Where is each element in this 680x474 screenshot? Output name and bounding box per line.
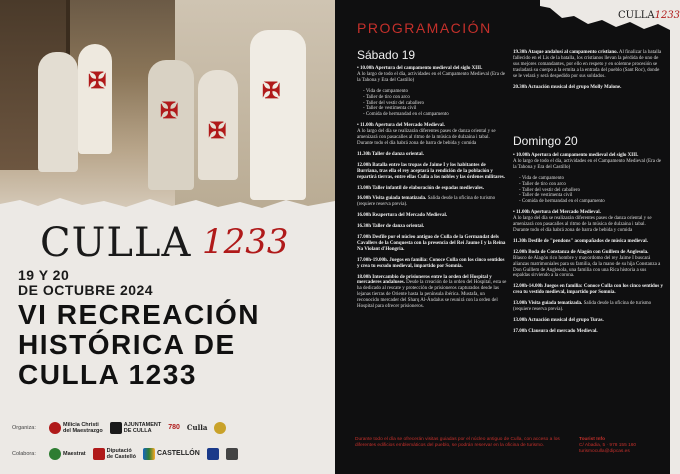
ajuntament-culla-logo: AJUNTAMENT DE CULLA: [110, 422, 161, 434]
sat-event-campamento: • 10.00h Apertura del campamento medieval del siglo XIII. A lo largo de todo el día, actividades en el Campamento Medieval (Era de la Tahona y Era del Castillo): [357, 66, 505, 83]
left-panel: [0, 0, 335, 474]
saturday-schedule: [357, 66, 507, 315]
780-logo: 780: [168, 424, 180, 431]
sat-event-molly-malone: 20.30h Actuación musical del grupo Molly Malone.: [513, 84, 622, 90]
sat-event-juegos: 17.00h-19.00h. Juegos en familia: Conoce Culla con los cinco sentidos y crea tu escudo medieval, impartido por Somnia.: [357, 257, 505, 269]
footer-note: Durante todo el día se ofrecerán visitas guiadas por el núcleo antiguo de Culla, con acceso a los diferentes edificios emblemáticos del pueblo, se podrán reservar en la oficina de turismo.: [355, 437, 560, 448]
castellon-logo: CASTELLÓN: [143, 448, 200, 460]
sat-event-mercado: • 11.00h Apertura del Mercado Medieval. A lo largo del día se realizarán diferentes pases de danza oriental y se amenizará con pasacalles al ritmo de la música de dulzaina i tabal. Durante todo el día habrá zona de barra de bebida y comida: [357, 123, 496, 146]
sunday-heading: Domingo 20: [513, 134, 578, 148]
reenactment-photo: ✠ ✠ ✠ ✠: [0, 0, 335, 214]
sat-activity-list: - Vida de campamento - Taller de tiro con arco - Taller del vestir del caballero - Taller de vestimenta civil - Comida de hermandad en el campamento: [363, 89, 507, 119]
sat-event-danza-2: 16.30h Taller de danza oriental.: [357, 224, 425, 230]
sat-event-batalla: 12.00h Batalla entre las tropas de Jaime I y los habitantes de Burriana, tras ella el rey aceptará la rendición de la población y repartirá tierras, entre ellas Culla a los nobles y las órdenes militares.: [357, 162, 505, 180]
saturday-schedule-cont: [513, 50, 663, 95]
colabora-logo-5: [226, 448, 238, 460]
sun-event-mercado: • 11.00h Apertura del Mercado Medieval. A lo largo del día se realizarán diferentes pases de danza oriental y se amenizará con pasacalles al ritmo de la música de dulzaina i tabal. Durante todo el día habrá zona de barra de bebida y comida: [513, 210, 652, 233]
sat-event-reapertura: 16.00h Reapertura del Mercado Medieval.: [357, 213, 448, 219]
colabora-logo-4: [207, 448, 219, 460]
diputacio-castello-logo: Diputació de Castelló: [93, 448, 136, 460]
sun-event-visita: 13.00h Visita guiada tematizada. Salida desde la oficina de turismo (requiere reserva previa).: [513, 301, 652, 313]
sat-event-desfile: 17.00h Desfile por el núcleo antiguo de Culla de la Germandat dels Cavallers de la Conquesta con la presencia del Rei Jaume I y la Reina Na Violant d'Hongria.: [357, 235, 506, 252]
sat-event-prisioneros: 18.00h Intercambio de prisioneros entre la orden del Hospital y mercaderes andaluses. Desde la creación de la orden del Hospital, esta se ha dedicado al rescate y protección de prisioneros capturados desde las lejanas tierras de Oriente hasta la península ibérica. Mustafa, un reconocido mercader del Sharq Al-Ándalus se reunirá con la orden del Hospital para ofrecer prisioneros.: [357, 274, 507, 310]
association-logo: [214, 422, 226, 434]
sat-event-danza-1: 11.30h Taller de danza oriental.: [357, 151, 424, 157]
sun-event-clausura: 17.00h Clausura del mercado Medieval.: [513, 328, 598, 334]
sponsor-logos: [12, 417, 330, 469]
program-panel: [335, 0, 680, 474]
saturday-heading: Sábado 19: [357, 48, 416, 62]
sun-event-boda: 12.00h Boda de Constanza de Alagón con Guillem de Anglesola. Blasco de Alagón rico hombre y mayordomo del rey Jaime I buscará alianzas matrimoniales para su familia, da la mano de su hija Constanza a Don Guillem de Anglesola, una familia con una Rica historia a sus espaldas sirviendo a la corona.: [513, 249, 661, 279]
culla-1233-logo-small: CULLA1233: [618, 10, 680, 21]
organiza-row: Organiza: Milicia Christi del Maestrazgo AJUNTAMENT DE CULLA 780 Culla: [12, 417, 330, 439]
sun-event-pendons: 11.30h Desfile de "pendons" acompañados de música medieval.: [513, 238, 648, 244]
colabora-row: Colabora: Maestrat Diputació de Castelló CASTELLÓN: [12, 443, 330, 465]
maestrat-logo: Maestrat: [49, 448, 86, 460]
program-heading: PROGRAMACIÓN: [357, 20, 492, 36]
sun-activity-list: - Vida de campamento - Taller de tiro con arco - Taller del vestir del caballero - Taller de vestimenta civil - Comida de hermandad en el campamento: [519, 176, 663, 206]
sun-event-campamento: • 10.00h Apertura del campamento medieval del siglo XIII. A lo largo de todo el día, actividades en el Campamento Medieval (Era de la Tahona y Era del Castillo): [513, 153, 661, 170]
sunday-schedule: [513, 153, 663, 340]
event-title: VI RECREACIÓN HISTÓRICA DE CULLA 1233: [18, 299, 260, 390]
milicia-christi-logo: Milicia Christi del Maestrazgo: [49, 422, 103, 434]
sat-event-ataque: 19.30h Ataque andalusí al campamento cristiano. Al finalizar la batalla fallecido en el Lis de la batalla, los cristianos llevan la pérdida de uno de sus mejores comandantes, por ello en respeto y en solemne procesión se trasladará su cuerpo a la ermita a la entrada del pueblo (Sant Roc), donde se le velará y será despedido por sus soldados.: [513, 50, 662, 79]
event-date: 19 Y 20 DE OCTUBRE 2024: [18, 267, 154, 298]
sun-event-juegos: 12.00h-14.00h Juegos en familia: Conoce Culla con los cinco sentidos y crea tu vestido medieval, impartido por Somnia.: [513, 284, 664, 296]
culla-1233-logo: CULLA 1233: [40, 220, 289, 266]
sat-event-visita: 16.00h Visita guiada tematizada. Salida desde la oficina de turismo (requiere reserva previa).: [357, 196, 496, 208]
culla-logo-small: Culla: [186, 423, 208, 432]
sat-event-taller-infantil: 13.00h Taller infantil de elaboración de espadas medievales.: [357, 185, 484, 191]
tourist-info: Tourist Info C/ Abadia, 5 · 978 155 160 turismoculla@dipcas.es: [579, 437, 637, 454]
sun-event-turas: 13.00h Actuación musical del grupo Turas.: [513, 317, 604, 323]
